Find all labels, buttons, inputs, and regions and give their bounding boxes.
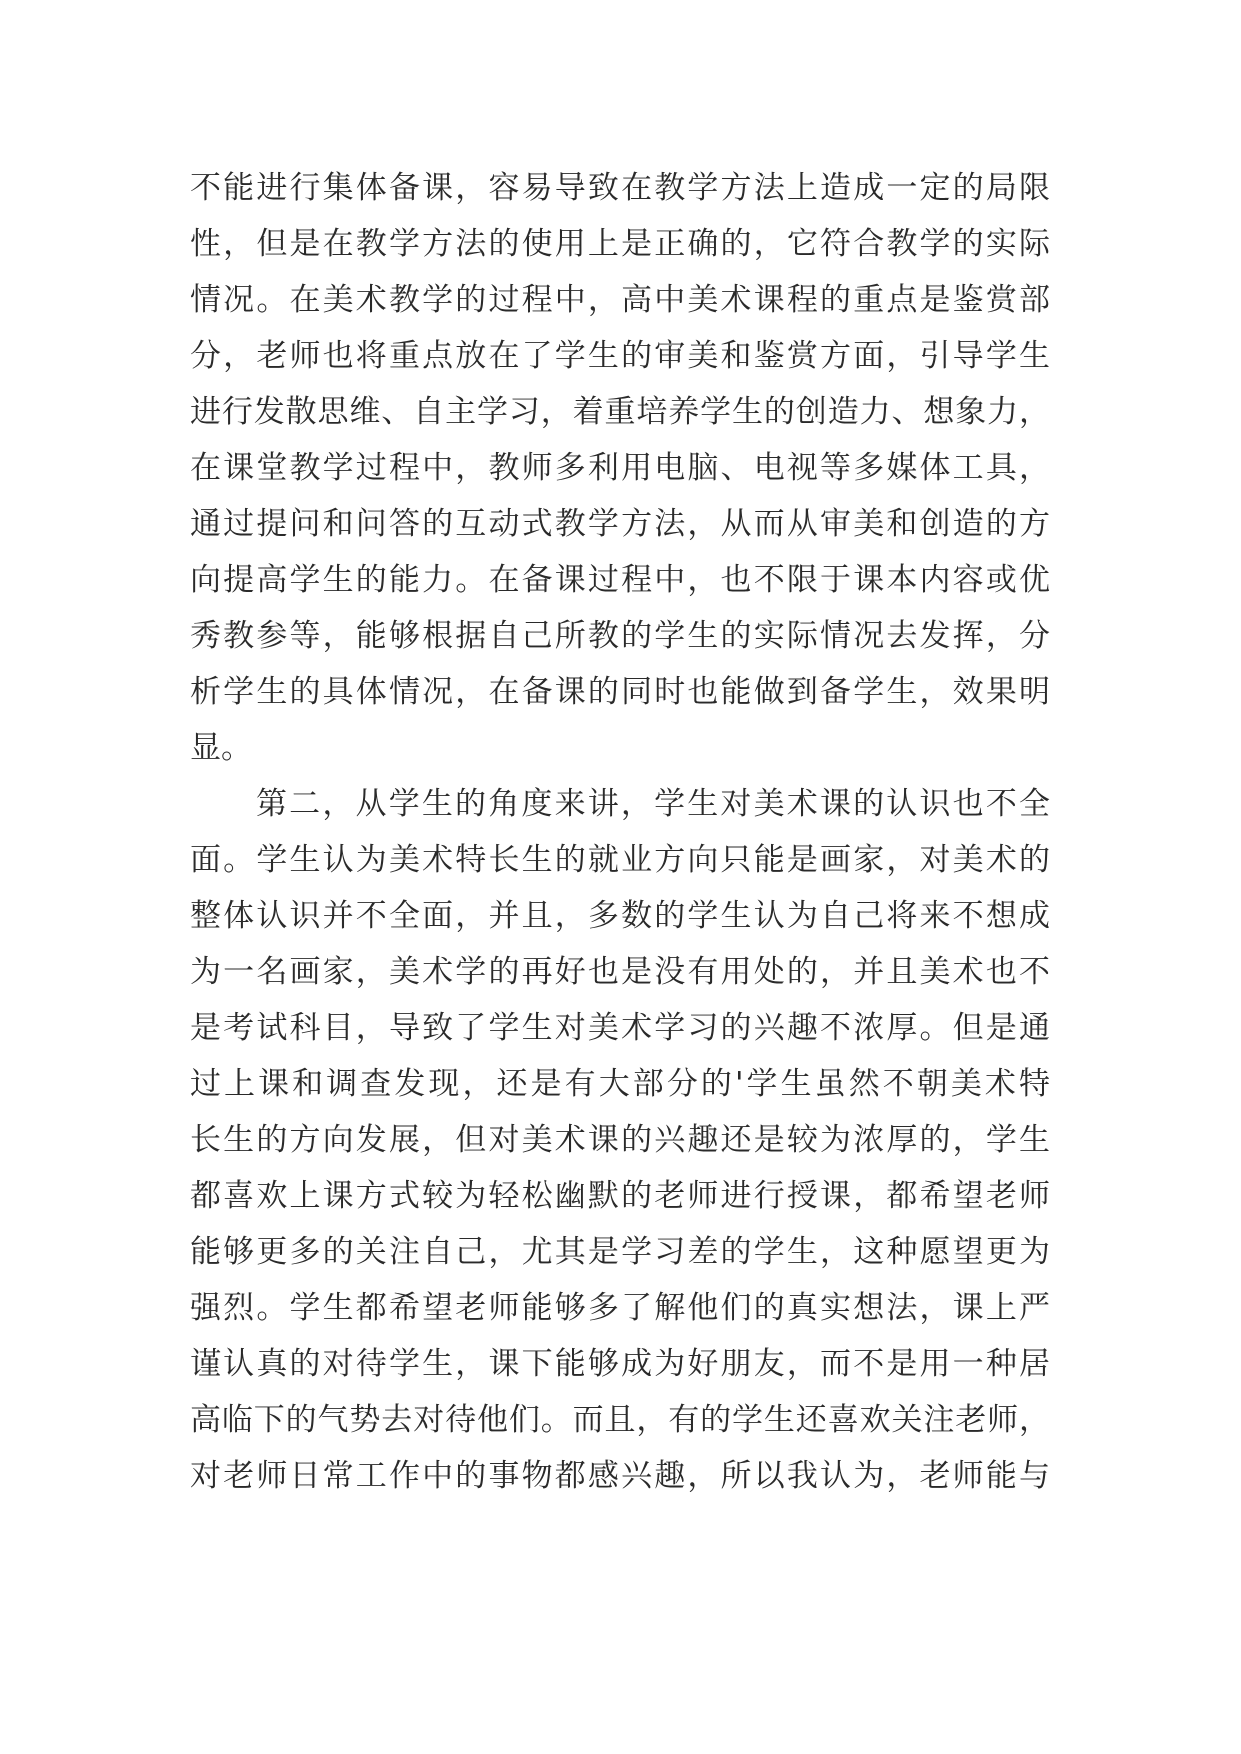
text-line: 高临下的气势去对待他们。而且，有的学生还喜欢关注老师， <box>190 1402 1050 1438</box>
text-line: 能够更多的关注自己，尤其是学习差的学生，这种愿望更为 <box>190 1234 1050 1270</box>
text-line: 进行发散思维、自主学习，着重培养学生的创造力、想象力， <box>190 394 1050 430</box>
text-line: 析学生的具体情况，在备课的同时也能做到备学生，效果明 <box>190 674 1050 710</box>
text-line: 整体认识并不全面，并且，多数的学生认为自己将来不想成 <box>190 898 1050 934</box>
text-line: 谨认真的对待学生，课下能够成为好朋友，而不是用一种居 <box>190 1346 1050 1382</box>
text-line: 强烈。学生都希望老师能够多了解他们的真实想法，课上严 <box>190 1290 1050 1326</box>
text-line: 性，但是在教学方法的使用上是正确的，它符合教学的实际 <box>190 226 1050 262</box>
text-line: 显。 <box>190 730 252 766</box>
text-line: 不能进行集体备课，容易导致在教学方法上造成一定的局限 <box>190 170 1050 206</box>
body-text <box>190 160 1050 1504</box>
text-line: 秀教参等，能够根据自己所教的学生的实际情况去发挥，分 <box>190 618 1050 654</box>
text-line: 是考试科目，导致了学生对美术学习的兴趣不浓厚。但是通 <box>190 1010 1050 1046</box>
text-line: 向提高学生的能力。在备课过程中，也不限于课本内容或优 <box>190 562 1050 598</box>
text-line: 在课堂教学过程中，教师多利用电脑、电视等多媒体工具， <box>190 450 1050 486</box>
text-line: 长生的方向发展，但对美术课的兴趣还是较为浓厚的，学生 <box>190 1122 1050 1158</box>
text-line: 面。学生认为美术特长生的就业方向只能是画家，对美术的 <box>190 842 1050 878</box>
text-line: 情况。在美术教学的过程中，高中美术课程的重点是鉴赏部 <box>190 282 1050 318</box>
text-line: 为一名画家，美术学的再好也是没有用处的，并且美术也不 <box>190 954 1050 990</box>
text-line: 分，老师也将重点放在了学生的审美和鉴赏方面，引导学生 <box>190 338 1050 374</box>
text-line: 通过提问和问答的互动式教学方法，从而从审美和创造的方 <box>190 506 1050 542</box>
text-line: 过上课和调查发现，还是有大部分的'学生虽然不朝美术特 <box>190 1066 1050 1102</box>
text-line: 都喜欢上课方式较为轻松幽默的老师进行授课，都希望老师 <box>190 1178 1050 1214</box>
text-line: 对老师日常工作中的事物都感兴趣，所以我认为，老师能与 <box>190 1458 1050 1494</box>
paragraph-start-line: 第二，从学生的角度来讲，学生对美术课的认识也不全 <box>256 786 1050 822</box>
